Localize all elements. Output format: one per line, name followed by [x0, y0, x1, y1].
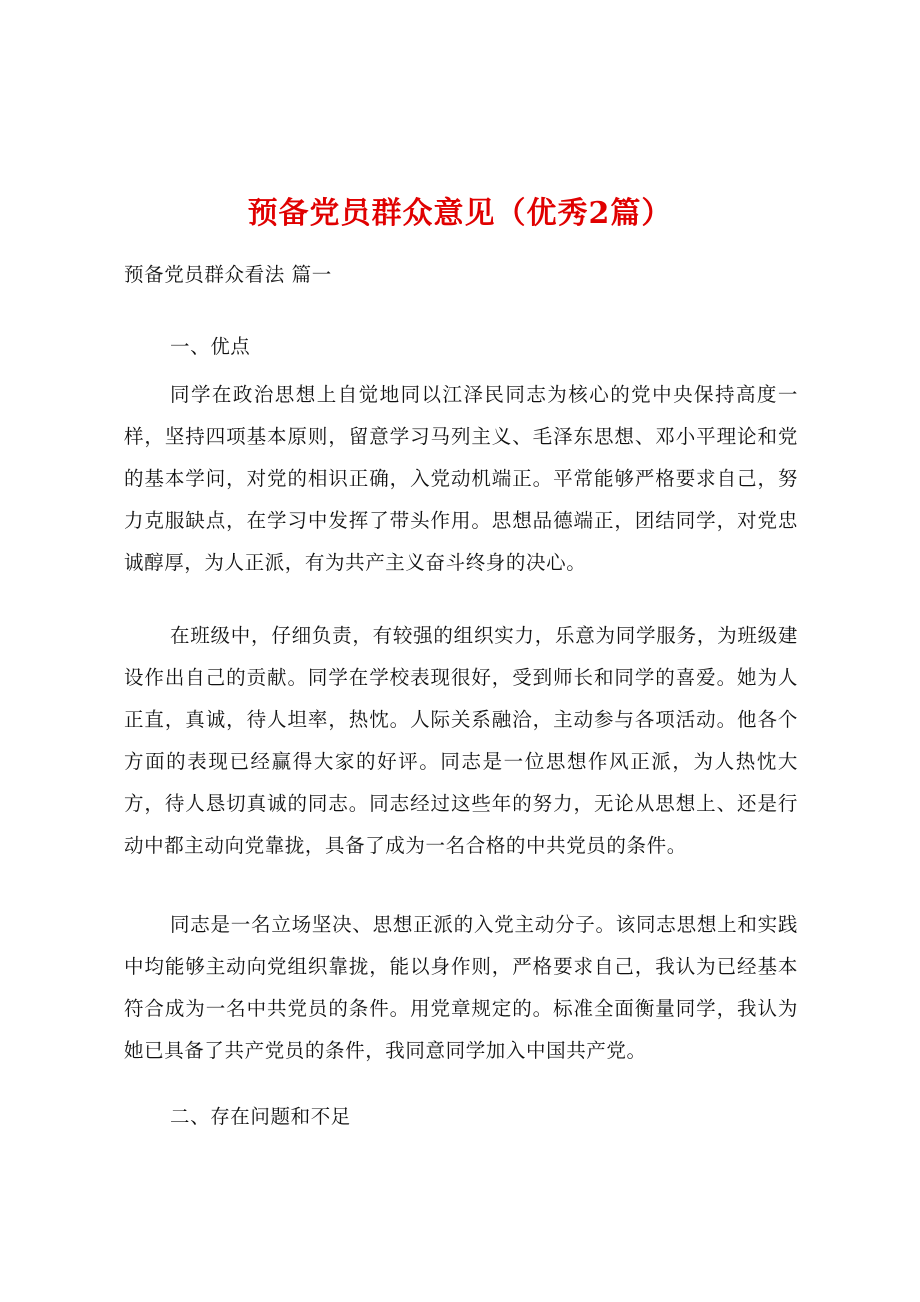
paragraph: 同学在政治思想上自觉地同以江泽民同志为核心的党中央保持高度一样，坚持四项基本原则，留意学习马列主义、毛泽东思想、邓小平理论和党的基本学问，对党的相识正确，入党动机端正。平常能够严格要求自己，努力克服缺点，在学习中发挥了带头作用。思想品德端正，团结同学，对党忠诚醇厚，为人正派，有为共产主义奋斗终身的决心。 — [124, 383, 798, 574]
paragraph: 在班级中，仔细负责，有较强的组织实力，乐意为同学服务，为班级建设作出自己的贡献。同学在学校表现很好，受到师长和同学的喜爱。她为人正直，真诚，待人坦率，热忱。人际关系融洽，主动参与各项活动。他各个方面的表现已经赢得大家的好评。同志是一位思想作风正派，为人热忱大方，待人恳切真诚的同志。同志经过这些年的努力，无论从思想上、还是行动中都主动向党靠拢，具备了成为一名合格的中共党员的条件。 — [124, 624, 798, 857]
document-title: 预备党员群众意见（优秀2篇） — [247, 196, 673, 231]
section-heading-strengths: 一、优点 — [170, 335, 251, 358]
section-heading-issues: 二、存在问题和不足 — [170, 1105, 351, 1128]
document-subtitle: 预备党员群众看法 篇一 — [124, 263, 332, 286]
paragraph: 同志是一名立场坚决、思想正派的入党主动分子。该同志思想上和实践中均能够主动向党组织靠拢，能以身作则，严格要求自己，我认为已经基本符合成为一名中共党员的条件。用党章规定的。标准全面衡量同学，我认为她已具备了共产党员的条件，我同意同学加入中国共产党。 — [124, 913, 798, 1062]
